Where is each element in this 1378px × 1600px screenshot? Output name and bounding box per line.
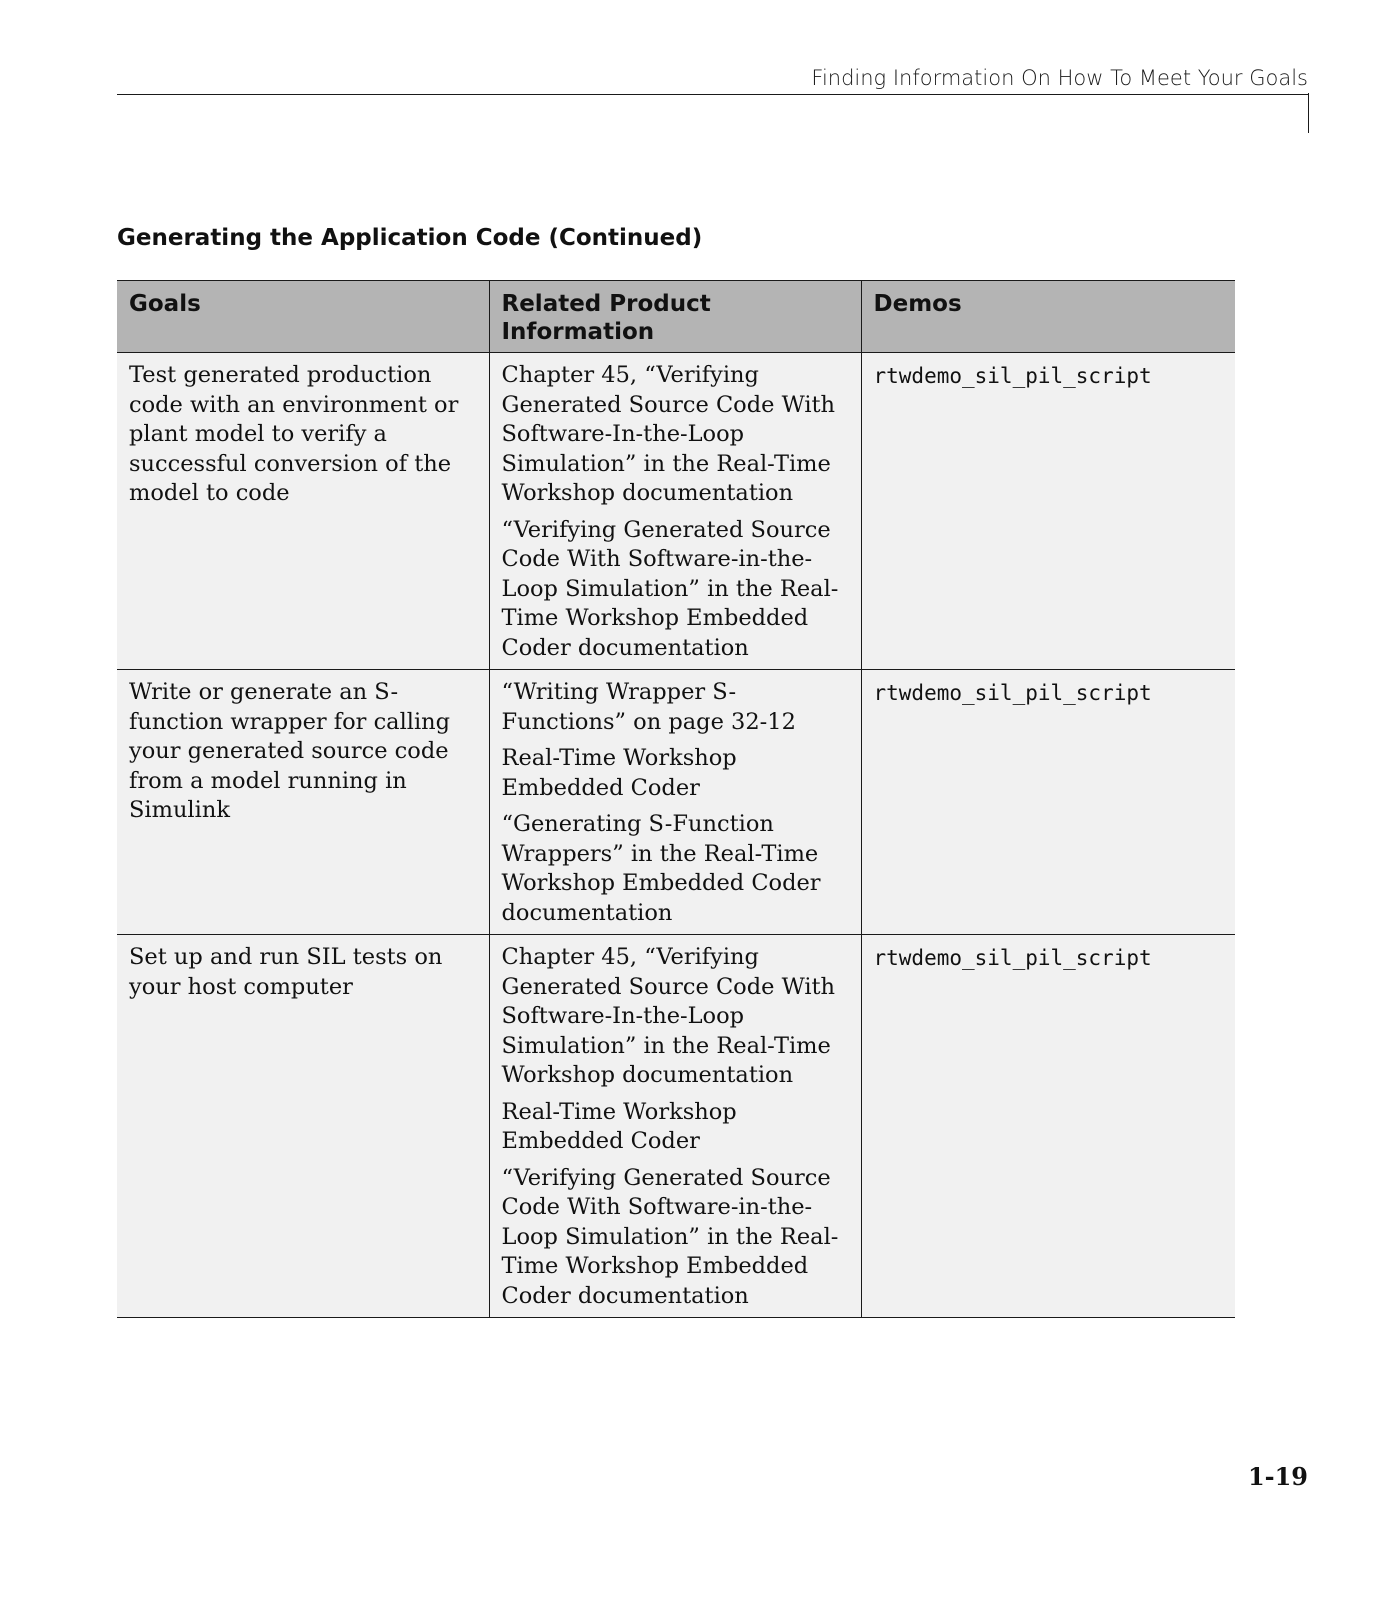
table-row	[117, 935, 1235, 1318]
running-header	[117, 62, 1308, 95]
demo-cell	[861, 670, 1235, 935]
related-info-paragraph: “Writing Wrapper S-Functions” on page 32-12	[501, 679, 796, 735]
table-header-row	[117, 281, 1235, 353]
related-info-cell	[489, 670, 861, 935]
column-header-demos: Demos	[861, 281, 1235, 353]
demo-name: rtwdemo_sil_pil_script	[873, 946, 1152, 970]
related-info-paragraph: “Generating S-Function Wrappers” in the Real-Time Workshop Embedded Coder documentation	[501, 811, 821, 926]
related-info-paragraph: Chapter 45, “Verifying Generated Source Code With Software-In-the-Loop Simulation” in the Real-Time Workshop documentation	[501, 944, 836, 1088]
related-info-paragraph: Real-Time Workshop Embedded Coder	[501, 745, 737, 801]
running-header-text: Finding Information On How To Meet Your Goals	[811, 66, 1308, 90]
related-info-cell	[489, 353, 861, 670]
goal-cell: Test generated production code with an environment or plant model to verify a successful conversion of the model to code	[117, 353, 489, 670]
table-row	[117, 670, 1235, 935]
table-row	[117, 353, 1235, 670]
goal-cell: Set up and run SIL tests on your host computer	[117, 935, 489, 1318]
related-info-paragraph: Real-Time Workshop Embedded Coder	[501, 1098, 737, 1154]
related-info-paragraph: “Verifying Generated Source Code With Software-in-the-Loop Simulation” in the Real-Time Workshop Embedded Coder documentation	[501, 1164, 839, 1309]
related-info-paragraph: Chapter 45, “Verifying Generated Source Code With Software-In-the-Loop Simulation” in the Real-Time Workshop documentation	[501, 362, 836, 506]
page-number: 1-19	[1247, 1462, 1308, 1491]
table-title: Generating the Application Code (Continued)	[117, 225, 703, 251]
demo-cell	[861, 935, 1235, 1318]
goals-table	[117, 280, 1235, 1318]
column-header-goals: Goals	[117, 281, 489, 353]
related-info-cell	[489, 935, 861, 1318]
goal-cell: Write or generate an S-function wrapper for calling your generated source code from a model running in Simulink	[117, 670, 489, 935]
demo-cell	[861, 353, 1235, 670]
demo-name: rtwdemo_sil_pil_script	[873, 681, 1152, 705]
column-header-related-product-information: Related Product Information	[489, 281, 861, 353]
demo-name: rtwdemo_sil_pil_script	[873, 364, 1152, 388]
header-rule-tick	[1308, 93, 1309, 133]
related-info-paragraph: “Verifying Generated Source Code With Software-in-the-Loop Simulation” in the Real-Time Workshop Embedded Coder documentation	[501, 516, 839, 661]
